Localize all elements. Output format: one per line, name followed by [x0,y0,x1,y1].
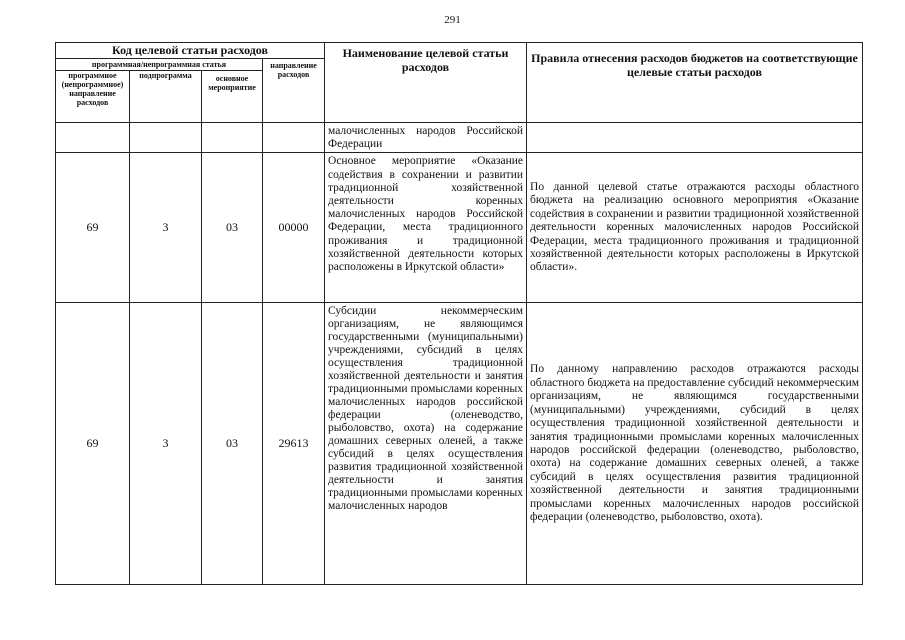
code-activity-cell: 03 [202,153,263,303]
item-rule-cell: По данному направлению расходов отражаются расходы областного бюджета на предоставление субсидий некоммерческим организациям, не являющимся государственными (муниципальными) учреждениями, субсидий в целях осуществления традиционной хозяйственной деятельности и занятия традиционными промыслами коренных малочисленных народов российской федерации (оленеводство, рыболовство, охота) на содержание домашних северных оленей, а также субсидий в целях осуществления развития традиционной хозяйственной деятельности и занятия традиционными промыслами коренных малочисленных народов российской федерации (оленеводство, рыболовство, охота). [527,303,863,585]
main-activity-header: основное мероприятие [202,71,263,123]
code-direction-cell: 00000 [263,153,325,303]
code-program-cell: 69 [56,303,130,585]
header-row-1 [56,43,863,59]
table-row [56,123,863,153]
code-direction-cell [263,123,325,153]
table-row [56,303,863,585]
item-rule-cell [527,123,863,153]
code-column-header: Код целевой статьи расходов [56,43,325,59]
code-subprogram-cell: 3 [130,303,202,585]
table-row [56,153,863,303]
program-group-header: программная/непрограммная статья [56,59,263,71]
code-activity-cell [202,123,263,153]
code-program-cell [56,123,130,153]
code-direction-cell: 29613 [263,303,325,585]
budget-codes-table [55,42,863,585]
name-column-header: Наименование целевой статьи расходов [325,43,527,123]
subprogram-header: подпрограмма [130,71,202,123]
item-name-cell: Субсидии некоммерческим организациям, не являющимся государственными (муниципальными) учреждениями, субсидий в целях осуществления традиционной хозяйственной деятельности и занятия традиционными промыслами коренных малочисленных народов российской федерации (оленеводство, рыболовство, охота) на содержание домашних северных оленей, а также субсидий в целях осуществления развития традиционной хозяйственной деятельности и занятия традиционными промыслами коренных малочисленных народов [325,303,527,585]
rules-column-header: Правила отнесения расходов бюджетов на соответствующие целевые статьи расходов [527,43,863,123]
item-rule-cell: По данной целевой статье отражаются расходы областного бюджета на реализацию основного мероприятия «Оказание содействия в сохранении и развитии традиционной хозяйственной деятельности коренных малочисленных народов Российской Федерации, места традиционного проживания и традиционной хозяйственной деятельности которых расположены в Иркутской области». [527,153,863,303]
direction-header: направление расходов [263,59,325,123]
item-name-cell: малочисленных народов Российской Федерации [325,123,527,153]
program-direction-header: программное (непрограммное) направление расходов [56,71,130,123]
code-subprogram-cell [130,123,202,153]
code-program-cell: 69 [56,153,130,303]
code-activity-cell: 03 [202,303,263,585]
page-number: 291 [444,14,461,26]
item-name-cell: Основное мероприятие «Оказание содействия в сохранении и развитии традиционной хозяйственной деятельности коренных малочисленных народов Российской Федерации, места традиционного проживания и традиционной хозяйственной деятельности которых расположены в Иркутской области» [325,153,527,303]
code-subprogram-cell: 3 [130,153,202,303]
